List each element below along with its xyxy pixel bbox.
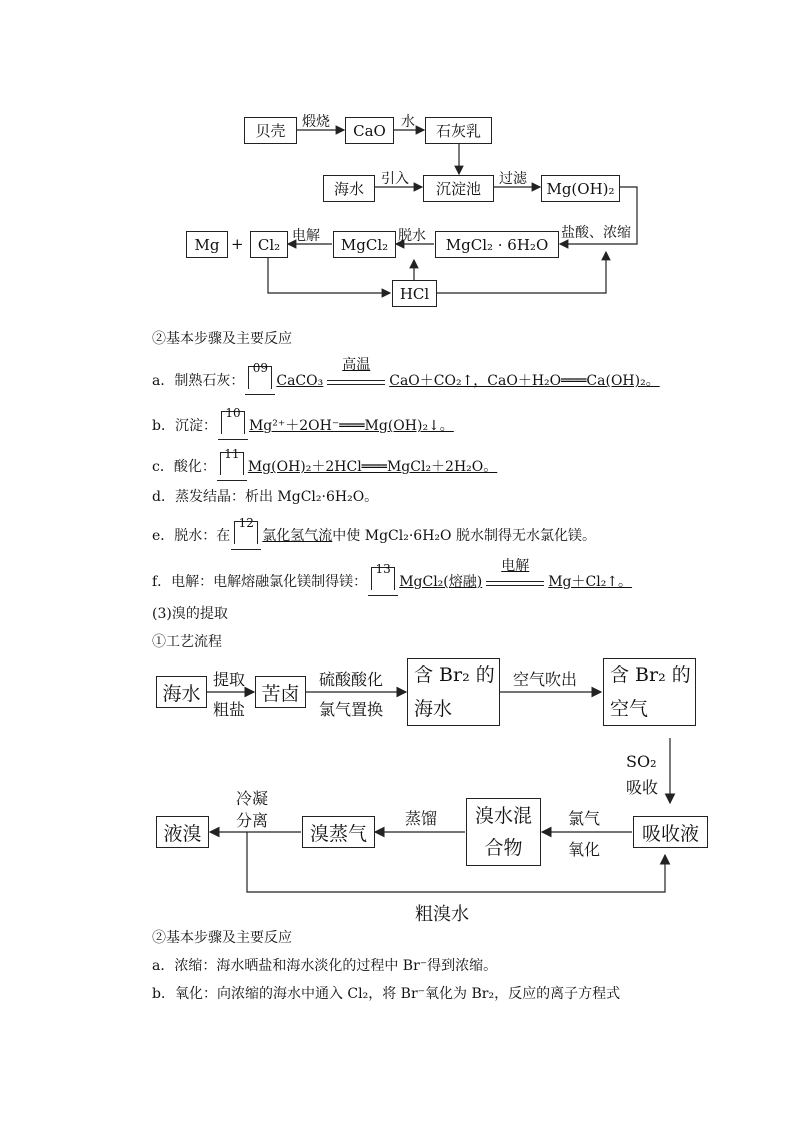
box-cao: CaO — [345, 117, 394, 144]
box-br-vapor: 溴蒸气 — [302, 816, 375, 848]
cond-high-temp: 高温 — [327, 372, 385, 385]
answer-blank-12: 12 — [234, 521, 258, 544]
mg-step-a: a．制熟石灰： 09 CaCO₃ 高温 CaO＋CO₂↑，CaO＋H₂O═══Ca(OH)₂。 — [152, 366, 660, 391]
label-electrolysis: 电解 — [292, 228, 320, 244]
label-crude-br-water: 粗溴水 — [415, 904, 469, 925]
box-precip-tank: 沉淀池 — [423, 175, 494, 202]
box-cl2: Cl₂ — [250, 231, 288, 258]
br-step-b: b．氧化：向浓缩的海水中通入 Cl₂，将 Br⁻氧化为 Br₂，反应的离子方程式 — [152, 986, 621, 1002]
answer-blank-11: 11 — [220, 452, 244, 475]
box-mgcl2: MgCl₂ — [333, 231, 396, 258]
mg-step-b: b．沉淀： 10 Mg²⁺＋2OH⁻═══Mg(OH)₂↓。 — [152, 411, 454, 436]
label-calcine: 煅烧 — [302, 114, 330, 130]
label-oxidize: 氧化 — [568, 840, 601, 859]
box-absorb-liquid: 吸收液 — [633, 816, 708, 848]
mg-step-d: d．蒸发结晶：析出 MgCl₂·6H₂O。 — [152, 489, 379, 505]
box-bittern: 苦卤 — [255, 676, 306, 708]
label-separate: 分离 — [236, 811, 269, 830]
box-br-mixture: 溴水混 合物 — [466, 798, 541, 866]
box-liquid-br: 液溴 — [156, 816, 209, 848]
label-distill: 蒸馏 — [405, 809, 438, 828]
box-seawater: 海水 — [323, 175, 375, 202]
answer-blank-09: 09 — [248, 366, 272, 389]
label-absorb: 吸收 — [626, 778, 659, 797]
mg-step-f: f．电解：电解熔融氯化镁制得镁： 13 MgCl₂(熔融) 电解 Mg＋Cl₂↑。 — [152, 567, 632, 592]
label-extract: 提取 — [213, 670, 246, 689]
box-mgcl2-6h2o: MgCl₂ · 6H₂O — [435, 231, 559, 258]
br-steps-heading: ②基本步骤及主要反应 — [152, 930, 292, 946]
br-flow-subheading: ①工艺流程 — [152, 634, 222, 650]
cond-electrolysis: 电解 — [486, 573, 544, 586]
mg-steps-heading: ②基本步骤及主要反应 — [152, 331, 292, 347]
answer-blank-13: 13 — [371, 567, 395, 590]
label-crude-salt: 粗盐 — [213, 700, 246, 719]
br-section-heading: (3)溴的提取 — [152, 606, 228, 622]
box-br2-air: 含 Br₂ 的 空气 — [603, 658, 696, 726]
label-chlorine: 氯气 — [568, 809, 601, 828]
label-cl-replace: 氯气置换 — [319, 700, 384, 719]
label-acidify: 硫酸酸化 — [319, 670, 384, 689]
label-introduce: 引入 — [381, 171, 409, 187]
mg-step-e: e．脱水：在 12 氯化氢气流中使 MgCl₂·6H₂O 脱水制得无水氯化镁。 — [152, 521, 596, 546]
label-filter: 过滤 — [499, 171, 527, 187]
plus-sign: + — [231, 235, 244, 253]
label-condense: 冷凝 — [236, 789, 269, 808]
box-shell: 贝壳 — [244, 117, 297, 144]
br-step-a: a．浓缩：海水晒盐和海水淡化的过程中 Br⁻得到浓缩。 — [152, 958, 498, 974]
label-acid-concentrate: 盐酸、浓缩 — [561, 225, 631, 241]
box-hcl: HCl — [392, 280, 437, 307]
box-br-seawater: 海水 — [156, 676, 207, 708]
box-mgoh2: Mg(OH)₂ — [541, 175, 620, 202]
box-mg: Mg — [186, 231, 228, 258]
label-dehydrate: 脱水 — [398, 228, 426, 244]
answer-blank-10: 10 — [221, 411, 245, 434]
label-water: 水 — [401, 114, 415, 130]
box-br2-seawater: 含 Br₂ 的 海水 — [407, 658, 500, 726]
box-lime-milk: 石灰乳 — [425, 117, 492, 144]
label-air-blow: 空气吹出 — [513, 670, 578, 689]
mg-step-c: c．酸化： 11 Mg(OH)₂＋2HCl═══MgCl₂＋2H₂O。 — [152, 452, 497, 477]
label-so2: SO₂ — [626, 752, 657, 771]
